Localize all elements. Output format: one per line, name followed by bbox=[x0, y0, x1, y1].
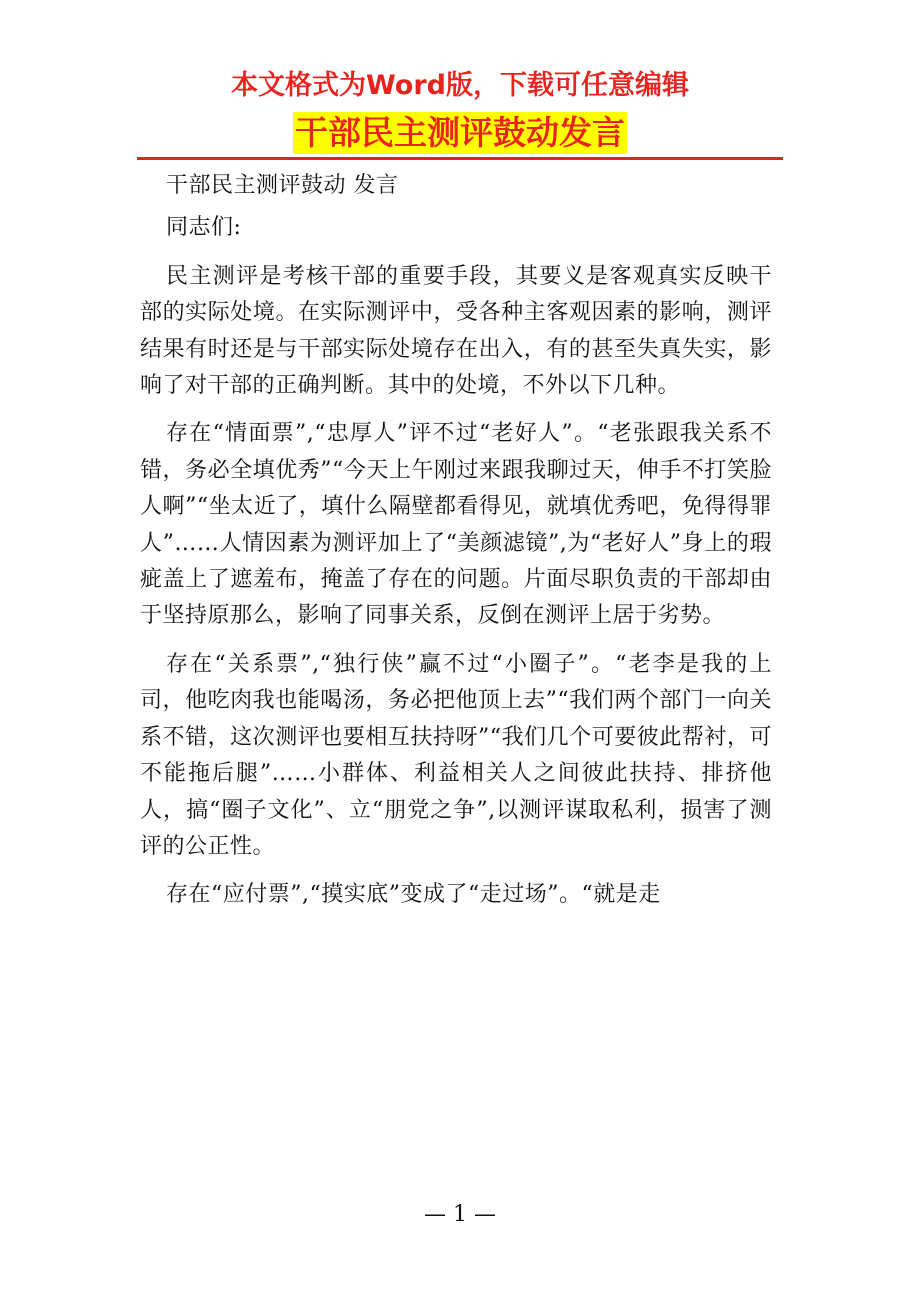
format-notice: 本文格式为Word版，下载可任意编辑 bbox=[230, 70, 689, 101]
document-title: 干部民主测评鼓动发言 bbox=[295, 113, 625, 152]
paragraph-perfunctory-votes: 存在“应付票”,“摸实底”变成了“走过场”。“就是走 bbox=[166, 882, 661, 908]
title-container bbox=[0, 112, 920, 154]
paragraph-intro: 民主测评是考核干部的重要手段，其要义是客观真实反映干部的实际处境。在实际测评中，受各种主客观因素的影响，测评结果有时还是与干部实际处境存在出入，有的甚至失真失实，影响了对干部的正确判断。其中的处境，不外以下几种。 bbox=[140, 263, 772, 399]
page-number: — 1 — bbox=[424, 1202, 496, 1227]
subtitle-line: 干部民主测评鼓动 发言 bbox=[166, 173, 399, 198]
document-body bbox=[140, 168, 772, 914]
title-divider bbox=[137, 157, 783, 160]
paragraph-favor-votes: 存在“情面票”,“忠厚人”评不过“老好人”。“老张跟我关系不错，务必全填优秀”“今天上午刚过来跟我聊过天，伸手不打笑脸人啊”“坐太近了，填什么隔壁都看得见，就填优秀吧，免得得罪人”……人情因素为测评加上了“美颜滤镜”,为“老好人”身上的瑕疵盖上了遮羞布，掩盖了存在的问题。片面尽职负责的干部却由于坚持原那么，影响了同事关系，反倒在测评上居于劣势。 bbox=[140, 421, 772, 629]
paragraph-relation-votes: 存在“关系票”,“独行侠”赢不过“小圈子”。“老李是我的上司，他吃肉我也能喝汤，务必把他顶上去”“我们两个部门一向关系不错，这次测评也要相互扶持呀”“我们几个可要彼此帮衬，可不能拖后腿”……小群体、利益相关人之间彼此扶持、排挤他人，搞“圈子文化”、立“朋党之争”,以测评谋取私利，损害了测评的公正性。 bbox=[140, 651, 772, 859]
salutation: 同志们: bbox=[166, 215, 242, 241]
